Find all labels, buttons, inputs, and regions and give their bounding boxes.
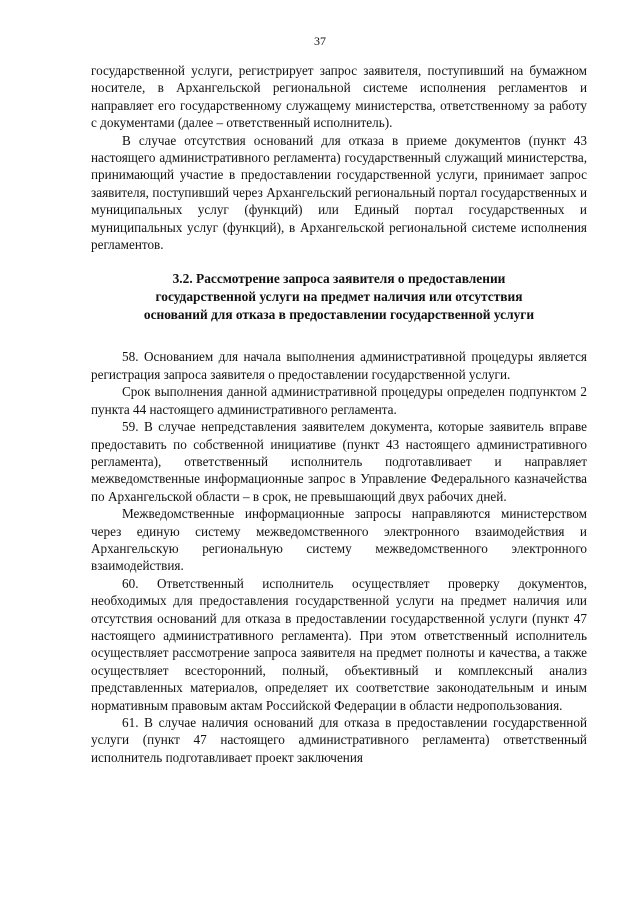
- page-number: 37: [314, 34, 326, 48]
- paragraph-58: 58. Основанием для начала выполнения административной процедуры является регистрация запроса заявителя о предоставлении государственной услуги.: [91, 349, 587, 382]
- section-heading: [91, 270, 587, 324]
- paragraph-60: 60. Ответственный исполнитель осуществляет проверку документов, необходимых для предоставления государственной услуги на предмет наличия или отсутствия оснований для отказа в предоставлении государственной услуги (пункт 47 настоящего административного регламента). При этом ответственный исполнитель осуществляет рассмотрение запроса заявителя на предмет полноты и качества, а также осуществляет всесторонний, полный, объективный и комплексный анализ представленных материалов, определяет их соответствие законодательным и иным нормативным правовым актам Российской Федерации в области недропользования.: [91, 575, 587, 713]
- section-heading-line: оснований для отказа в предоставлении государственной услуги: [143, 307, 535, 323]
- paragraph-61: 61. В случае наличия оснований для отказа в предоставлении государственной услуги (пункт 47 настоящего административного регламента) ответственный исполнитель подготавливает проект заключения: [91, 715, 587, 765]
- section-heading-line: 3.2. Рассмотрение запроса заявителя о предоставлении: [172, 271, 506, 287]
- paragraph: государственной услуги, регистрирует запрос заявителя, поступивший на бумажном носителе, в Архангельской региональной системе исполнения регламентов и направляет его государственному служащему министерства, ответственному за работу с документами (далее – ответственный исполнитель).: [91, 63, 587, 131]
- paragraph: В случае отсутствия оснований для отказа в приеме документов (пункт 43 настоящего административного регламента) государственный служащий министерства, принимающий участие в предоставлении государственной услуги, принимает запрос заявителя, поступивший через Архангельский региональный портал государственных и муниципальных услуг (функций) или Единый портал государственных и муниципальных услуг (функций), в Архангельской региональной системе исполнения регламентов.: [91, 132, 587, 253]
- section-heading-line: государственной услуги на предмет наличия или отсутствия: [155, 289, 523, 305]
- paragraph: Срок выполнения данной административной процедуры определен подпунктом 2 пункта 44 настоящего административного регламента.: [91, 384, 587, 417]
- paragraph-59: 59. В случае непредставления заявителем документа, которые заявитель вправе предоставить по собственной инициативе (пункт 43 настоящего административного регламента), ответственный исполнитель подготавливает и направляет межведомственные информационные запрос в Управление Федерального казначейства по Архангельской области – в срок, не превышающий двух рабочих дней.: [91, 419, 587, 504]
- paragraph: Межведомственные информационные запросы направляются министерством через единую систему межведомственного электронного взаимодействия и Архангельскую региональную систему межведомственного электронного взаимодействия.: [91, 506, 587, 574]
- document-body: [91, 62, 587, 766]
